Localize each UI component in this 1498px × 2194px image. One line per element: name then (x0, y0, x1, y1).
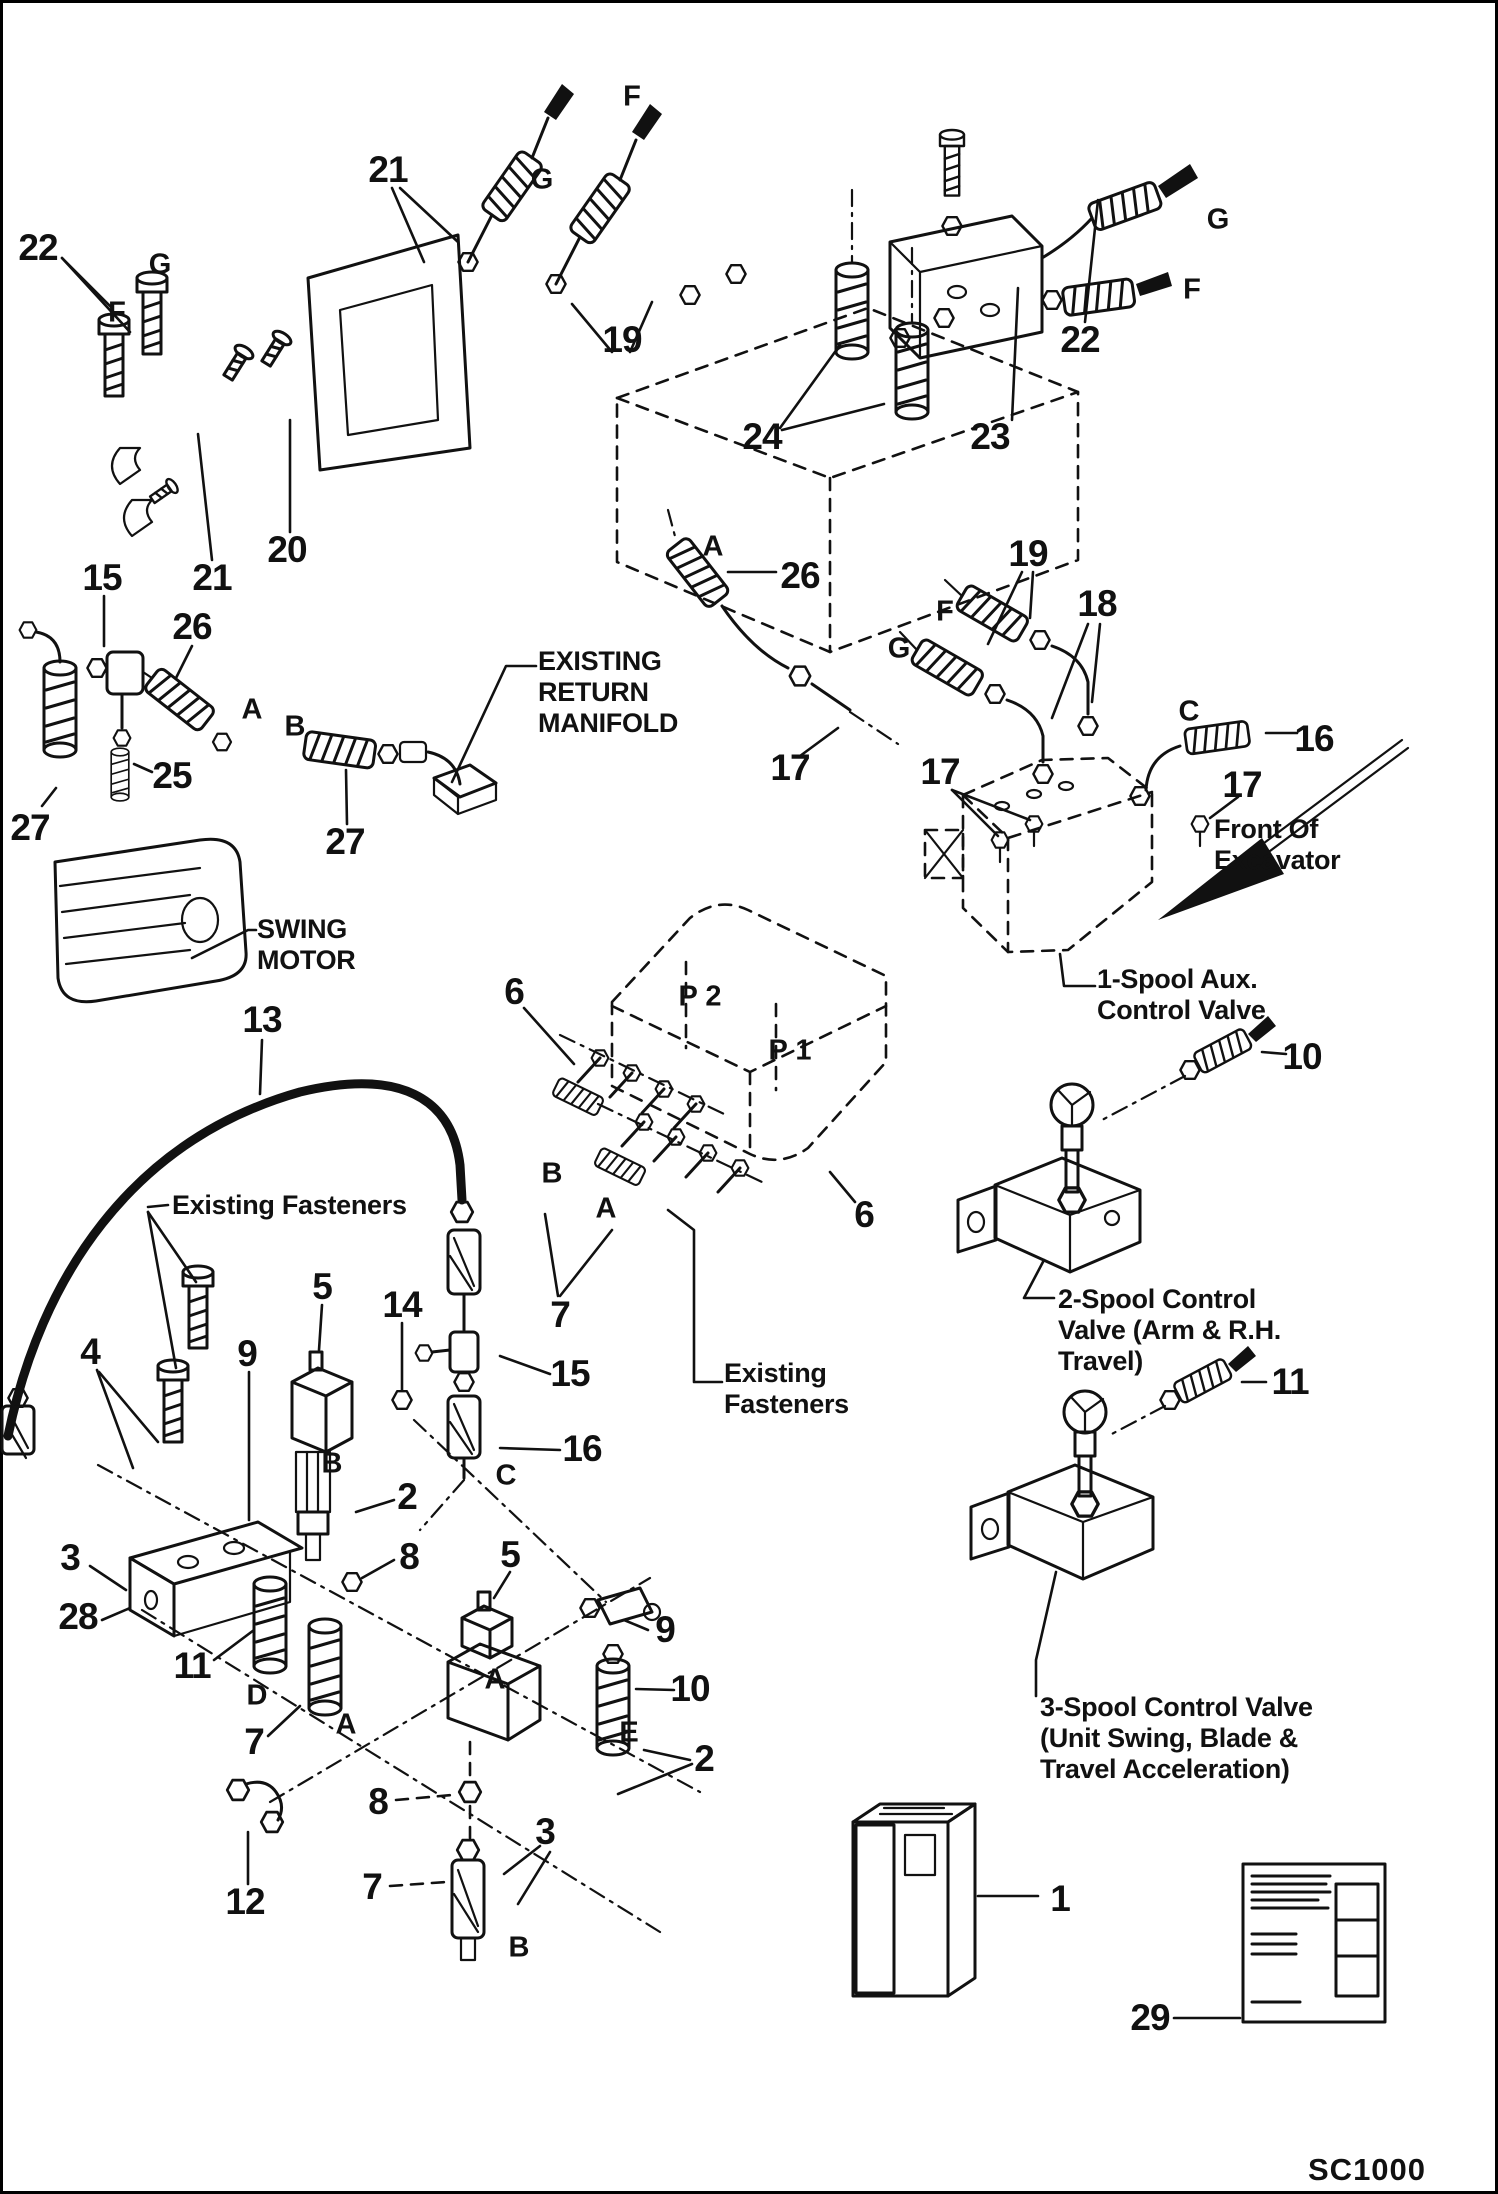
callout-3-42: 3 (535, 1811, 555, 1852)
label-line: EXISTING (538, 646, 662, 676)
port-letter-B-5: B (284, 710, 306, 743)
label-line: Front Of (1214, 814, 1319, 844)
pump-block-group (524, 905, 886, 1382)
port-letter-F-8: F (1183, 273, 1201, 306)
port-letter-G-2: G (148, 248, 172, 281)
label-line: RETURN (538, 677, 649, 707)
callout-2-32: 2 (397, 1476, 417, 1517)
callout-17-19: 17 (920, 751, 960, 792)
callout-9-31: 9 (237, 1333, 257, 1374)
port-letter-B-14: B (541, 1157, 563, 1190)
port-letter-G-10: G (887, 632, 911, 665)
callout-19-2: 19 (602, 319, 642, 360)
hose-26-group (665, 510, 898, 756)
callout-15-26: 15 (550, 1353, 590, 1394)
port-letter-C-11: C (1178, 695, 1200, 728)
figure-code: SC1000 (1308, 2152, 1427, 2187)
label-line: MANIFOLD (538, 708, 679, 738)
label-line: Travel) (1058, 1346, 1143, 1376)
port-letter-G-7: G (1206, 203, 1230, 236)
callout-11-22: 11 (1271, 1361, 1309, 1402)
callout-25-7: 25 (152, 755, 192, 796)
callout-2-43: 2 (694, 1738, 714, 1779)
callout-24-11: 24 (742, 416, 782, 457)
label-existing-return-manifold (538, 646, 678, 739)
callout-9-44: 9 (655, 1609, 675, 1650)
callout-26-6: 26 (172, 606, 212, 647)
callout-6-24: 6 (854, 1194, 874, 1235)
label-line: Travel Acceleration) (1040, 1754, 1290, 1784)
callout-27-8: 27 (10, 807, 50, 848)
label-line: Control Valve (1097, 995, 1266, 1025)
label-3-spool-control-valve (1040, 1692, 1313, 1785)
callout-5-35: 5 (500, 1534, 520, 1575)
port-letter-F-9: F (936, 595, 954, 628)
top-right-bracket-assembly (780, 130, 1198, 430)
callout-22-0: 22 (18, 227, 58, 268)
label-1-spool-aux-control-valve (1097, 964, 1266, 1026)
port-letter-B-22: B (508, 1931, 530, 1964)
port-letter-B-16: B (321, 1447, 343, 1480)
callout-29-47: 29 (1130, 1997, 1170, 2038)
callout-20-3: 20 (267, 529, 307, 570)
callout-14-29: 14 (382, 1284, 422, 1325)
three-spool-valve-group (971, 1391, 1153, 1696)
callout-28-36: 28 (58, 1596, 98, 1637)
port-letter-C-17: C (495, 1459, 517, 1492)
label-line: 1-Spool Aux. (1097, 964, 1258, 994)
two-spool-valve-group (958, 1084, 1266, 1436)
port-letter-F-3: F (108, 296, 126, 329)
port-letter-G-0: G (530, 163, 554, 196)
callout-22-13: 22 (1060, 319, 1100, 360)
port-letter-A-20: A (484, 1663, 506, 1696)
port-letter-P1-13: P 1 (768, 1034, 812, 1067)
label-line: Existing (724, 1358, 827, 1388)
callout-5-28: 5 (312, 1266, 332, 1307)
callout-7-41: 7 (362, 1866, 382, 1907)
callout-16-18: 16 (1294, 718, 1334, 759)
callout-3-33: 3 (60, 1537, 80, 1578)
callout-17-15: 17 (770, 747, 810, 788)
callout-13-10: 13 (242, 999, 282, 1040)
callout-1-46: 1 (1050, 1878, 1070, 1919)
callout-26-14: 26 (780, 555, 820, 596)
document-card (1174, 1864, 1385, 2022)
callout-10-21: 10 (1282, 1036, 1322, 1077)
port-letter-A-15: A (595, 1192, 617, 1225)
label-line: (Unit Swing, Blade & (1040, 1723, 1299, 1753)
callout-27-9: 27 (325, 821, 365, 862)
port-letter-P2-12: P 2 (678, 980, 722, 1013)
callout-19-16: 19 (1008, 533, 1048, 574)
label-2-spool-control-valve (1058, 1284, 1281, 1377)
callout-8-40: 8 (368, 1781, 388, 1822)
port-letter-D-18: D (246, 1679, 268, 1712)
callout-23-12: 23 (970, 416, 1010, 457)
callout-10-45: 10 (670, 1668, 710, 1709)
label-line: 3-Spool Control Valve (1040, 1692, 1313, 1722)
label-front-of-excavator (1214, 814, 1340, 876)
callout-15-5: 15 (82, 557, 122, 598)
label-line: Valve (Arm & R.H. (1058, 1315, 1281, 1345)
callout-6-23: 6 (504, 971, 524, 1012)
label-line: Existing Fasteners (172, 1190, 407, 1220)
callout-21-1: 21 (368, 149, 408, 190)
port-letter-A-4: A (241, 693, 263, 726)
label-existing-fasteners-right (724, 1358, 849, 1420)
callout-7-25: 7 (550, 1294, 570, 1335)
label-line: 2-Spool Control (1058, 1284, 1256, 1314)
callout-4-30: 4 (80, 1331, 100, 1372)
port-letter-E-21: E (619, 1716, 639, 1749)
callout-7-38: 7 (244, 1721, 264, 1762)
callout-21-4: 21 (192, 557, 232, 598)
callout-8-34: 8 (399, 1536, 419, 1577)
port-letter-A-19: A (335, 1708, 357, 1741)
label-line: Excavator (1214, 845, 1341, 875)
label-line: Fasteners (724, 1389, 849, 1419)
callout-11-37: 11 (173, 1645, 211, 1686)
callout-12-39: 12 (225, 1881, 265, 1922)
port-letter-A-6: A (702, 530, 724, 563)
callout-16-27: 16 (562, 1428, 602, 1469)
callout-18-17: 18 (1077, 583, 1117, 624)
callout-17-20: 17 (1222, 764, 1262, 805)
controller-box (853, 1804, 1038, 1996)
label-line: MOTOR (257, 945, 356, 975)
label-swing-motor (257, 914, 356, 976)
label-line: SWING (257, 914, 347, 944)
label-existing-fasteners-left (172, 1190, 407, 1221)
port-letter-F-1: F (623, 80, 641, 113)
hose-13 (2, 1040, 462, 1458)
